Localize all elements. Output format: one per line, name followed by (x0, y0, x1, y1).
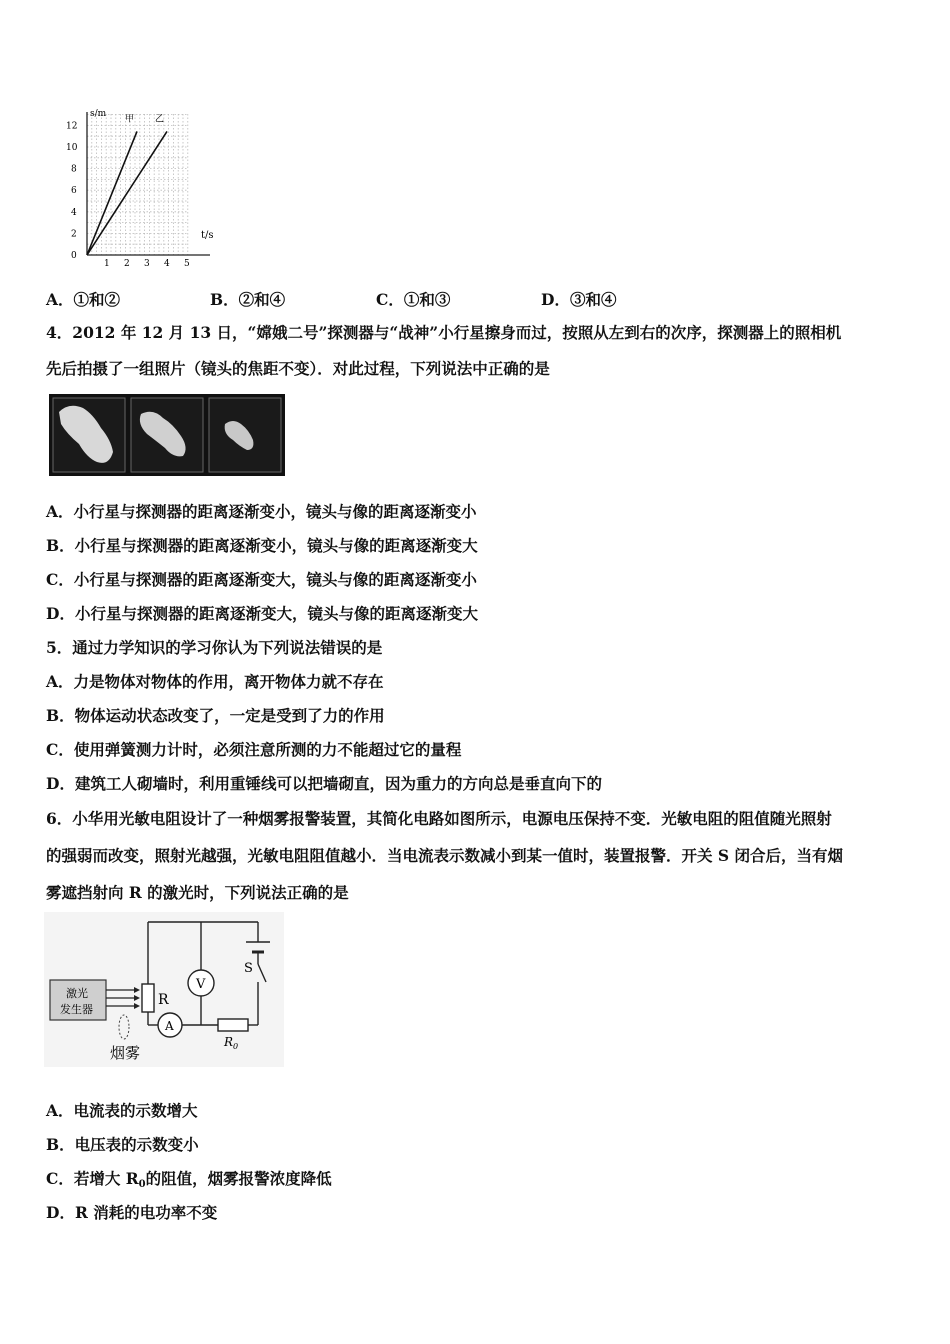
y-axis-label: s/m (90, 109, 107, 119)
y-tick-label: 0 (71, 251, 77, 261)
graph-grid (87, 114, 188, 255)
q4-option-d[interactable]: D．小行星与探测器的距离逐渐变大，镜头与像的距离逐渐变大 (46, 604, 478, 623)
resistor-r0-label: $R_0$ (224, 1035, 239, 1051)
q6-stem-line3: 雾遮挡射向 R 的激光时，下列说法正确的是 (46, 883, 349, 902)
q3-option-a-text: ①和② (73, 290, 121, 309)
y-tick-label: 10 (66, 143, 78, 153)
q3-option-a[interactable] (46, 288, 120, 310)
q3-option-d-key: D． (541, 290, 570, 309)
smoke-alarm-circuit (44, 912, 284, 1067)
q3-option-d[interactable] (541, 288, 616, 310)
laser-label-line1: 激光 (66, 987, 88, 1000)
q6-option-c-pre: C．若增大 R (46, 1169, 139, 1188)
q3-option-b[interactable] (210, 288, 285, 310)
resistor-r0 (218, 1019, 248, 1031)
s-t-graph (60, 100, 230, 270)
smoke-label: 烟雾 (110, 1044, 141, 1062)
q6-stem-line1: 6．小华用光敏电阻设计了一种烟雾报警装置，其简化电路如图所示，电源电压保持不变．光敏电阻的阻值随光照射 (46, 809, 832, 828)
q6-option-a[interactable]: A．电流表的示数增大 (46, 1101, 198, 1120)
series-line-1 (87, 131, 137, 255)
q6-option-b[interactable]: B．电压表的示数变小 (46, 1135, 199, 1154)
photoresistor-r (142, 984, 154, 1012)
x-axis-label: t/s (201, 230, 214, 241)
q3-option-b-key: B． (210, 290, 239, 309)
q6-option-c-post: 的阻值，烟雾报警浓度降低 (145, 1169, 332, 1188)
q3-option-b-text: ②和④ (238, 290, 286, 309)
q4-option-a[interactable]: A．小行星与探测器的距离逐渐变小，镜头与像的距离逐渐变小 (46, 502, 477, 521)
q4-stem-line2: 先后拍摄了一组照片（镜头的焦距不变）．对此过程，下列说法中正确的是 (46, 359, 550, 378)
series-label-2: 乙 (155, 114, 165, 125)
q6-option-c[interactable] (46, 1169, 332, 1195)
y-tick-label: 8 (71, 164, 77, 175)
y-tick-label: 2 (71, 229, 77, 240)
q4-stem-line1: 4．2012 年 12 月 13 日，“嫦娥二号”探测器与“战神”小行星擦身而过，按照从左到右的次序，探测器上的照相机 (46, 323, 842, 342)
q5-option-d[interactable]: D．建筑工人砌墙时，利用重锤线可以把墙砌直，因为重力的方向总是垂直向下的 (46, 774, 602, 793)
photoresistor-label: R (158, 992, 169, 1008)
x-tick-label: 5 (184, 259, 190, 269)
q5-option-b[interactable]: B．物体运动状态改变了，一定是受到了力的作用 (46, 706, 385, 725)
q6-stem-line2: 的强弱而改变，照射光越强，光敏电阻阻值越小．当电流表示数减小到某一值时，装置报警．开关 S 闭合后，当有烟 (46, 846, 843, 865)
y-tick-labels (66, 121, 78, 261)
laser-label-line2: 发生器 (60, 1003, 93, 1016)
q4-option-b[interactable]: B．小行星与探测器的距离逐渐变小，镜头与像的距离逐渐变大 (46, 536, 478, 555)
asteroid-photos (49, 394, 285, 476)
y-tick-label: 6 (71, 186, 77, 197)
switch-label: S (244, 961, 253, 976)
q3-option-c[interactable] (376, 288, 450, 310)
y-tick-label: 12 (66, 121, 78, 132)
series-line-2 (87, 131, 167, 255)
x-tick-label: 2 (124, 259, 130, 269)
y-tick-label: 4 (71, 207, 77, 218)
q5-option-a[interactable]: A．力是物体对物体的作用，离开物体力就不存在 (46, 672, 384, 691)
x-tick-labels (104, 259, 190, 269)
q5-stem: 5．通过力学知识的学习你认为下列说法错误的是 (46, 638, 383, 657)
voltmeter-label: V (196, 977, 206, 992)
q6-option-c-sub: 0 (138, 1179, 146, 1190)
q3-option-d-text: ③和④ (569, 290, 617, 309)
q4-option-c[interactable]: C．小行星与探测器的距离逐渐变大，镜头与像的距离逐渐变小 (46, 570, 477, 589)
q6-option-d[interactable]: D．R 消耗的电功率不变 (46, 1203, 218, 1222)
series-label-1: 甲 (125, 114, 135, 125)
q3-option-a-key: A． (46, 290, 74, 309)
q5-option-c[interactable]: C．使用弹簧测力计时，必须注意所测的力不能超过它的量程 (46, 740, 462, 759)
x-tick-label: 4 (164, 259, 170, 269)
x-tick-label: 3 (144, 259, 150, 269)
ammeter-label: A (165, 1019, 174, 1033)
x-tick-label: 1 (104, 259, 110, 269)
q3-option-c-text: ①和③ (403, 290, 451, 309)
q3-option-c-key: C． (376, 290, 404, 309)
